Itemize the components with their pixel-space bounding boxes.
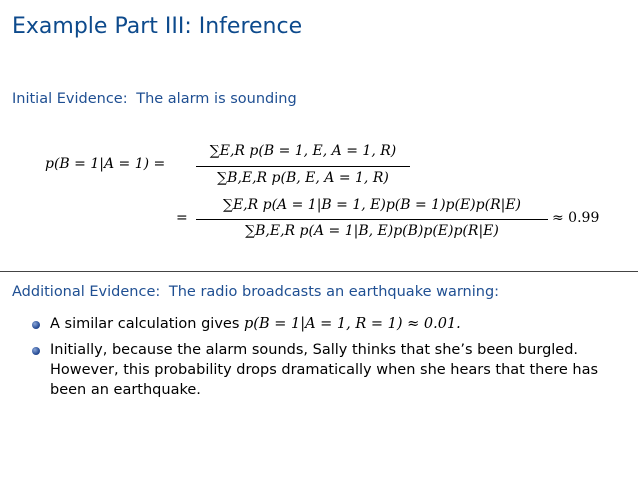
fraction-1-numerator: ∑E,R p(B = 1, E, A = 1, R): [209, 143, 397, 159]
bullet-item-2: Initially, because the alarm sounds, Sally thinks that she’s been burgled. However, this probability drops dramatically when she hears that there has been an earthquake.: [50, 342, 599, 398]
bullet-item-1: [50, 314, 610, 334]
fraction-2-denominator: ∑B,E,R p(A = 1|B, E)p(B)p(E)p(R|E): [245, 223, 499, 239]
fraction-2-numerator: ∑E,R p(A = 1|B = 1, E)p(B = 1)p(E)p(R|E): [222, 197, 522, 213]
approx-result: ≈ 0.99: [552, 210, 600, 226]
initial-evidence-text: The alarm is sounding: [136, 91, 297, 107]
fraction-1-denominator: ∑B,E,R p(B, E, A = 1, R): [217, 170, 389, 186]
initial-evidence-label: Initial Evidence:: [12, 91, 128, 107]
equation-equals: =: [176, 210, 188, 226]
bullet-1-text: A similar calculation gives: [50, 316, 240, 332]
bullet-icon: [32, 321, 40, 329]
fraction-1-bar: [196, 166, 410, 167]
additional-evidence-line: [12, 284, 499, 300]
slide-title: Example Part III: Inference: [12, 14, 303, 39]
additional-evidence-text: The radio broadcasts an earthquake warning:: [168, 284, 500, 300]
equation-lhs: p(B = 1|A = 1) =: [45, 156, 166, 172]
initial-evidence-line: [12, 91, 297, 107]
fraction-2-bar: [196, 219, 548, 220]
bullet-icon: [32, 347, 40, 355]
horizontal-rule: [0, 271, 638, 272]
bullet-1-math: p(B = 1|A = 1, R = 1) ≈ 0.01.: [244, 316, 461, 332]
additional-evidence-label: Additional Evidence:: [12, 284, 161, 300]
